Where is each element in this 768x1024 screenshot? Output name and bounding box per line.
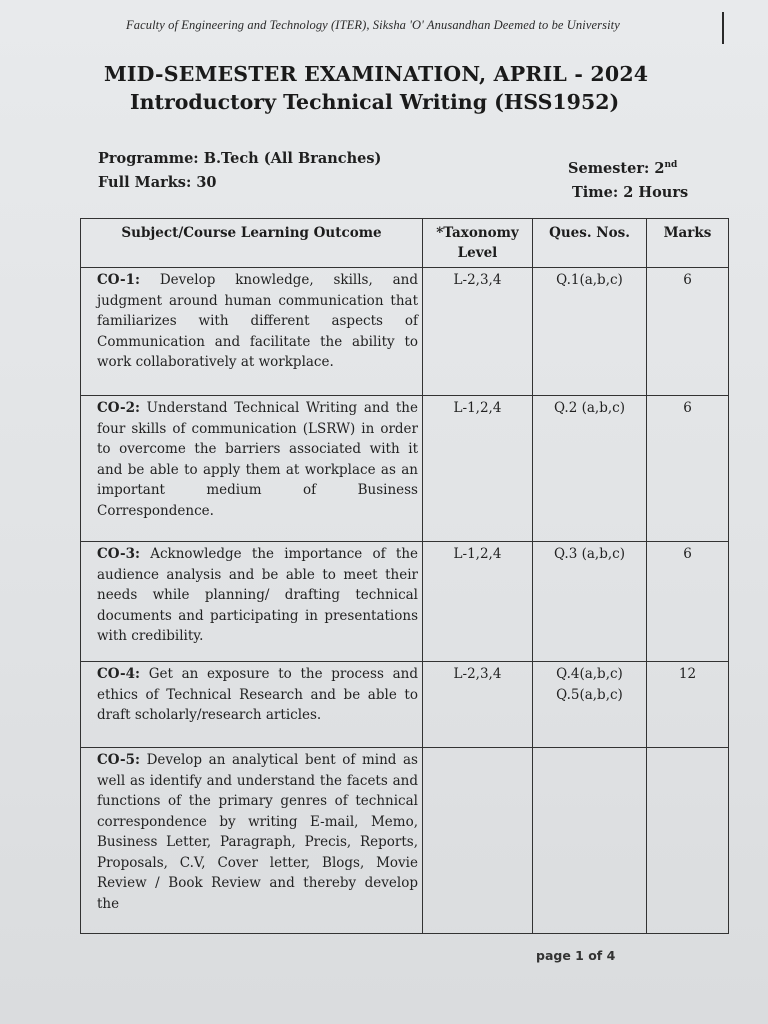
ques-cell — [533, 748, 647, 934]
co-text: Get an exposure to the process and ethics of Technical Research and be able to draft scholarly/research articles. — [97, 666, 418, 724]
outcome-cell — [81, 542, 423, 662]
co-label: CO-1: — [97, 272, 140, 289]
header-taxonomy: *Taxonomy Level — [423, 219, 533, 268]
table-row — [81, 396, 729, 542]
table-row — [81, 748, 729, 934]
table-row — [81, 542, 729, 662]
taxonomy-cell: L-1,2,4 — [423, 542, 533, 662]
header-divider — [722, 12, 724, 44]
outcome-clip — [97, 750, 418, 932]
header-outcome: Subject/Course Learning Outcome — [81, 219, 423, 268]
table-row — [81, 268, 729, 396]
course-outcome-table — [80, 218, 729, 934]
co-label: CO-5: — [97, 752, 140, 769]
course-title: Introductory Technical Writing (HSS1952) — [130, 90, 620, 114]
university-header: Faculty of Engineering and Technology (ITER), Siksha 'O' Anusandhan Deemed to be University — [126, 18, 620, 32]
ques-cell — [533, 268, 647, 396]
co-label: CO-4: — [97, 666, 140, 683]
co-label: CO-3: — [97, 546, 140, 563]
marks-cell: 12 — [647, 662, 729, 748]
ques-cell — [533, 542, 647, 662]
table-row — [81, 662, 729, 748]
table-header-row — [81, 219, 729, 268]
co-text: Develop knowledge, skills, and judgment around human communication that familiarizes with different aspects of Communication and facilitate the ability to work collaboratively at workplace. — [97, 272, 418, 371]
taxonomy-cell — [423, 748, 533, 934]
exam-title: MID-SEMESTER EXAMINATION, APRIL - 2024 — [104, 62, 649, 86]
marks-cell: 6 — [647, 396, 729, 542]
taxonomy-cell: L-2,3,4 — [423, 268, 533, 396]
full-marks-label: Full Marks: 30 — [98, 174, 217, 191]
semester-text: Semester: 2 — [568, 160, 665, 177]
marks-cell: 6 — [647, 268, 729, 396]
marks-cell — [647, 748, 729, 934]
ques-value: Q.1(a,b,c) — [556, 272, 623, 289]
header-ques: Ques. Nos. — [533, 219, 647, 268]
ques-value: Q.4(a,b,c) — [556, 666, 623, 683]
taxonomy-cell: L-2,3,4 — [423, 662, 533, 748]
outcome-cell — [81, 268, 423, 396]
outcome-cell — [81, 748, 423, 934]
outcome-cell — [81, 662, 423, 748]
outcome-cell — [81, 396, 423, 542]
ques-cell — [533, 396, 647, 542]
taxonomy-cell: L-1,2,4 — [423, 396, 533, 542]
time-label: Time: 2 Hours — [572, 184, 689, 201]
co-label: CO-2: — [97, 400, 140, 417]
marks-cell: 6 — [647, 542, 729, 662]
header-marks: Marks — [647, 219, 729, 268]
programme-label: Programme: B.Tech (All Branches) — [98, 150, 382, 167]
ques-value-2: Q.5(a,b,c) — [556, 686, 623, 703]
co-text: Acknowledge the importance of the audience analysis and be able to meet their needs while planning/ drafting technical documents and participating in presentations with credibility. — [97, 546, 418, 645]
ques-value: Q.2 (a,b,c) — [554, 400, 625, 417]
page-number: page 1 of 4 — [536, 948, 616, 963]
semester-label — [568, 160, 677, 177]
semester-suffix: nd — [664, 160, 678, 171]
co-text: Develop an analytical bent of mind as well as identify and understand the facets and functions of the primary genres of technical correspondence by writing E-mail, Memo, Business Letter, Paragraph, Precis, Reports, Proposals, C.V, Cover letter, Blogs, Movie Review / Book Review and thereby develop the — [97, 752, 418, 912]
co-text: Understand Technical Writing and the four skills of communication (LSRW) in order to overcome the barriers associated with it and be able to apply them at workplace as an important medium of Business Correspondence. — [97, 400, 418, 519]
ques-value: Q.3 (a,b,c) — [554, 546, 625, 563]
ques-cell — [533, 662, 647, 748]
